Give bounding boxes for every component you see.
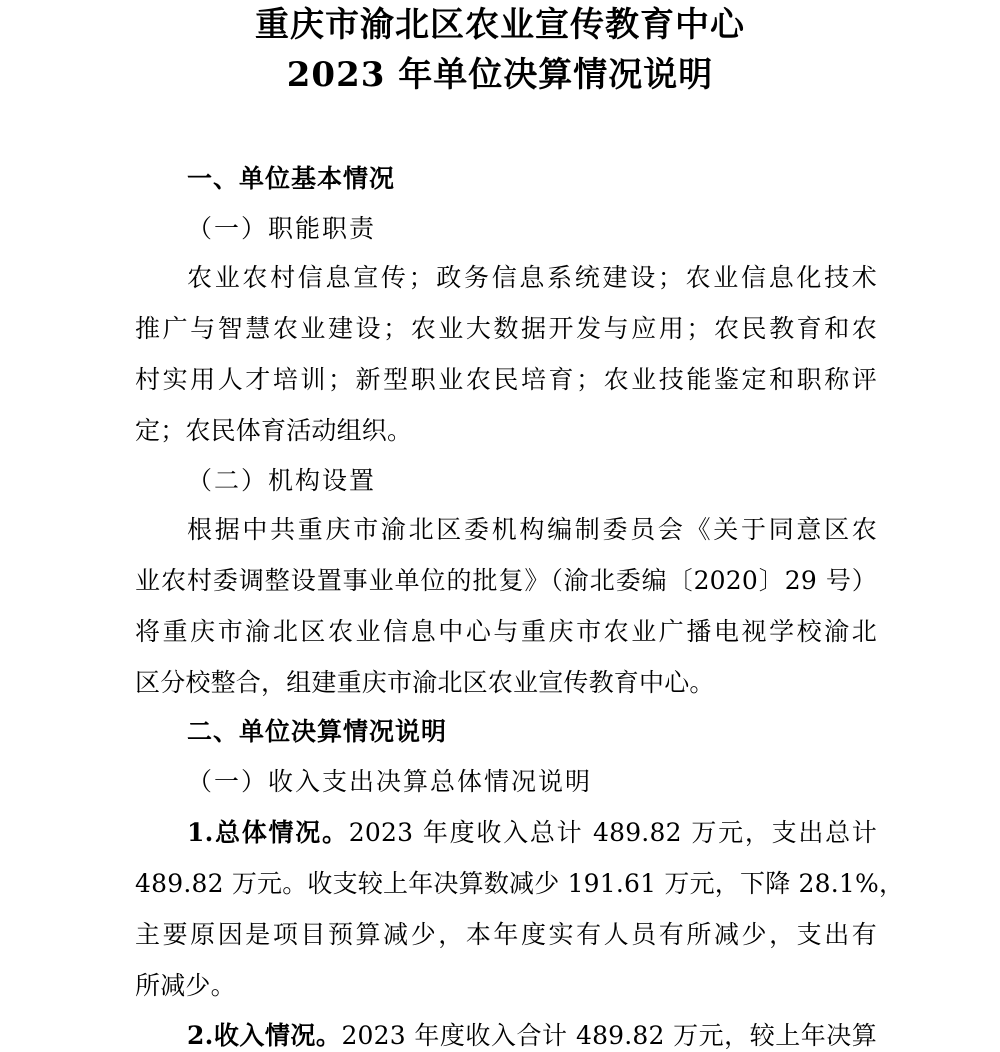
income-lead-label: 2.收入情况。: [187, 1021, 342, 1050]
subsection-heading-organization: （二）机构设置: [187, 466, 377, 495]
document-title-line-2: 2023 年单位决算情况说明: [286, 55, 714, 95]
paragraph-line: 主要原因是项目预算减少，本年度实有人员有所减少，支出有: [135, 920, 877, 949]
income-text: 2023 年度收入合计 489.82 万元，较上年决算: [341, 1021, 877, 1050]
overall-lead-label: 1.总体情况。: [187, 818, 349, 847]
paragraph-line: 将重庆市渝北区农业信息中心与重庆市农业广播电视学校渝北: [135, 617, 877, 646]
paragraph-line: 农业农村信息宣传；政务信息系统建设；农业信息化技术: [187, 263, 877, 292]
paragraph-line: 根据中共重庆市渝北区委机构编制委员会《关于同意区农: [187, 515, 877, 544]
overall-text: 2023 年度收入总计 489.82 万元，支出总计: [348, 818, 878, 847]
subsection-heading-functions: （一）职能职责: [187, 214, 377, 243]
paragraph-line-income: [187, 1020, 877, 1052]
paragraph-line: 业农村委调整设置事业单位的批复》（渝北委编〔2020〕29 号）: [135, 566, 877, 595]
paragraph-line: 489.82 万元。收支较上年决算数减少 191.61 万元，下降 28.1%，: [135, 869, 905, 898]
section-heading-final-accounts: 二、单位决算情况说明: [187, 717, 448, 746]
document-title-line-1: 重庆市渝北区农业宣传教育中心: [255, 5, 745, 45]
subsection-heading-income-expenditure: （一）收入支出决算总体情况说明: [187, 767, 593, 796]
section-heading-unit-basic-info: 一、单位基本情况: [187, 164, 396, 193]
paragraph-line: 区分校整合，组建重庆市渝北区农业宣传教育中心。: [135, 668, 715, 697]
paragraph-line: 推广与智慧农业建设；农业大数据开发与应用；农民教育和农: [135, 314, 877, 343]
paragraph-line: 定；农民体育活动组织。: [135, 416, 413, 445]
paragraph-line: 村实用人才培训；新型职业农民培育；农业技能鉴定和职称评: [135, 365, 877, 394]
paragraph-line-overall: [187, 817, 877, 849]
paragraph-line: 所减少。: [135, 971, 236, 1000]
